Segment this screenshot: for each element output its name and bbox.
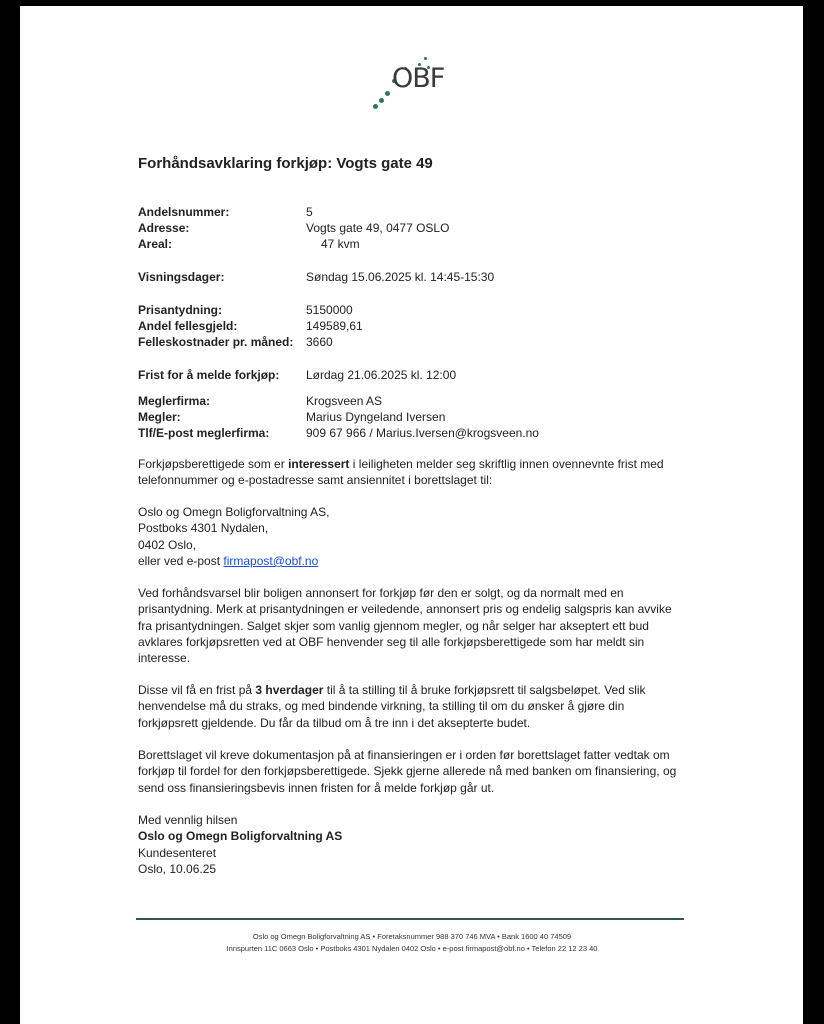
finansiering-paragraph: Borettslaget vil kreve dokumentasjon på at finansieringen er i orden før borettslaget fatter vedtak om forkjøp til fordel for den forkjøpsberettigede. Sjekk gjerne allerede nå med banken om finansiering, og send oss finansieringsbevis innen fristen for å melde forkjøp går ut. (138, 748, 677, 795)
field-label: Andel fellesgjeld: (138, 319, 238, 333)
field-value: Marius Dyngeland Iversen (306, 410, 446, 424)
field-value: Vogts gate 49, 0477 OSLO (306, 221, 450, 235)
closing-block: Med vennlig hilsen Oslo og Omegn Boligforvaltning AS Kundesenteret Oslo, 10.06.25 (138, 813, 343, 876)
footer-line-2: Innspurten 11C 0663 Oslo • Postboks 4301 Nydalen 0402 Oslo • e-post firmapost@obf.no • Telefon 22 12 23 40 (226, 944, 598, 953)
field-label: Felleskostnader pr. måned: (138, 335, 294, 349)
field-value: 5150000 (306, 303, 353, 317)
field-label: Prisantydning: (138, 303, 223, 317)
field-label: Meglerfirma: (138, 394, 211, 408)
field-label: Megler: (138, 410, 181, 424)
forhandsvarsel-paragraph: Ved forhåndsvarsel blir boligen annonsert for forkjøp før den er solgt, og da normalt med en prisantydning. Merk at prisantydningen er veiledende, annonsert pris og endelig salgspris kan avvike fra prisantydningen. Salget skjer som vanlig gjennom megler, og når selger har akseptert ett bud avklares forkjøpsretten ved at OBF henvender seg til alle forkjøpsberettigede som har meldt sin interesse. (138, 586, 672, 666)
address-block: Oslo og Omegn Boligforvaltning AS, Postboks 4301 Nydalen, 0402 Oslo, eller ved e-post firmapost@obf.no (138, 505, 330, 568)
field-value: Søndag 15.06.2025 kl. 14:45-15:30 (306, 270, 495, 284)
field-label: Andelsnummer: (138, 205, 230, 219)
field-value: Krogsveen AS (306, 394, 383, 408)
field-value: 5 (306, 205, 313, 219)
field-label: Frist for å melde forkjøp: (138, 368, 280, 382)
footer-divider (136, 918, 684, 920)
email-link[interactable]: firmapost@obf.no (223, 553, 319, 568)
footer-line-1: Oslo og Omegn Boligforvaltning AS • Foretaksnummer 988 370 746 MVA • Bank 1600 40 74509 (252, 932, 572, 941)
page-title: Forhåndsavklaring forkjøp: Vogts gate 49 (138, 155, 433, 172)
field-label: Visningsdager: (138, 270, 225, 284)
field-value: 149589,61 (306, 319, 363, 333)
logo-text: OBF (392, 63, 445, 94)
frist-paragraph: Disse vil få en frist på 3 hverdager til å ta stilling til å bruke forkjøpsrett til salgsbeløpet. Ved slik henvendelse må du straks, og med bindende virkning, ta stilling til om du ønsker å gjøre din forkjøpsrett gjeldende. Du får da tilbud om å tre inn i det aksepterte budet. (138, 683, 646, 730)
field-value: 909 67 966 / Marius.Iversen@krogsveen.no (306, 426, 539, 440)
field-value: 3660 (306, 335, 333, 349)
field-label: Tlf/E-post meglerfirma: (138, 426, 270, 440)
field-value: 47 kvm (321, 237, 360, 251)
intro-paragraph: Forkjøpsberettigede som er interessert i leiligheten melder seg skriftlig innen ovennevnte frist med telefonnummer og e-postadresse samt ansiennitet i borettslaget til: (138, 457, 664, 488)
field-label: Areal: (138, 237, 173, 251)
field-label: Adresse: (138, 221, 190, 235)
field-value: Lørdag 21.06.2025 kl. 12:00 (306, 368, 457, 382)
